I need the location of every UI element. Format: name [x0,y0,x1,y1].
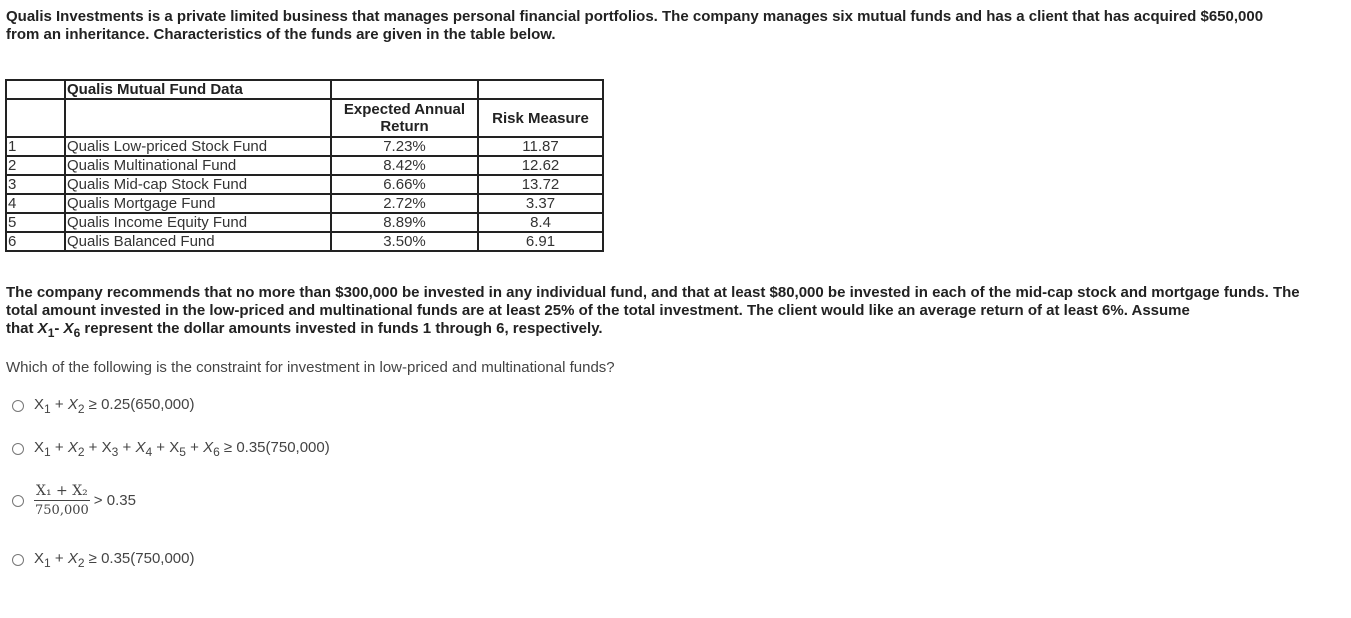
answer-option-a[interactable] [12,396,195,416]
fund-name: Qualis Multinational Fund [65,156,331,175]
fund-return: 6.66% [331,175,478,194]
table-title-row [6,80,603,99]
intro-line-1: Qualis Investments is a private limited business that manages personal financial portfolios. The company manages six mutual funds and has a client that has acquired $650,000 [6,8,1264,25]
table-row [6,232,603,251]
fund-risk: 11.87 [478,137,603,156]
fund-risk: 6.91 [478,232,603,251]
fund-return: 3.50% [331,232,478,251]
table-row [6,194,603,213]
radio-button[interactable] [12,554,24,566]
radio-button[interactable] [12,400,24,412]
header-expected-return: Expected Annual Return [331,99,478,137]
option-c-fraction [34,483,90,518]
header-risk-measure: Risk Measure [478,99,603,137]
fund-number: 6 [6,232,65,251]
fund-number: 1 [6,137,65,156]
fund-number: 4 [6,194,65,213]
fund-risk: 3.37 [478,194,603,213]
fund-number: 3 [6,175,65,194]
table-title: Qualis Mutual Fund Data [65,80,331,99]
answer-option-b[interactable] [12,439,330,459]
table-row [6,175,603,194]
fund-risk: 12.62 [478,156,603,175]
fund-return: 7.23% [331,137,478,156]
fraction-numerator: X₁ + X₂ [36,483,88,499]
problem-intro [6,8,1351,44]
table-header-row [6,99,603,137]
fund-risk: 8.4 [478,213,603,232]
radio-button[interactable] [12,495,24,507]
fund-return: 8.89% [331,213,478,232]
fund-number: 2 [6,156,65,175]
option-a-expression: $X_1 + X_2 \ge 0.25(650,000)$ [34,396,195,416]
table-row [6,213,603,232]
intro-line-2: from an inheritance. Characteristics of the funds are given in the table below. [6,26,556,43]
question-text: Which of the following is the constraint for investment in low-priced and multinational funds? [6,359,615,376]
fund-name: Qualis Mid-cap Stock Fund [65,175,331,194]
fund-name: Qualis Income Equity Fund [65,213,331,232]
fund-name: Qualis Low-priced Stock Fund [65,137,331,156]
fund-return: 8.42% [331,156,478,175]
option-b-expression: $X_1 + X_2 + X_3 + X_4 + X_5 + X_6 \ge 0.35(750,000)$ [34,439,330,459]
fund-number: 5 [6,213,65,232]
option-d-expression: $X_1 + X_2 \ge 0.35(750,000)$ [34,550,195,570]
fund-name: Qualis Mortgage Fund [65,194,331,213]
fraction-denominator: 750,000 [35,503,89,518]
radio-button[interactable] [12,443,24,455]
fund-name: Qualis Balanced Fund [65,232,331,251]
constraints-line-1: The company recommends that no more than $300,000 be invested in any individual fund, and that at least $80,000 be invested in each of the mid-cap stock and mortgage funds. The [6,284,1300,301]
constraints-line-3: that $X_1-$ $X_6$ represent the dollar amounts invested in funds 1 through 6, respectively. [6,320,603,340]
problem-constraints [6,284,1351,342]
constraints-line-2: total amount invested in the low-priced and multinational funds are at least 25% of the total investment. The client would like an average return of at least 6%. Assume [6,302,1190,319]
fund-data-table [5,79,604,252]
table-row [6,137,603,156]
answer-option-c[interactable] [12,483,136,518]
option-c-rhs: > 0.35 [93,492,136,509]
answer-option-d[interactable] [12,550,195,570]
table-row [6,156,603,175]
fund-return: 2.72% [331,194,478,213]
fund-risk: 13.72 [478,175,603,194]
